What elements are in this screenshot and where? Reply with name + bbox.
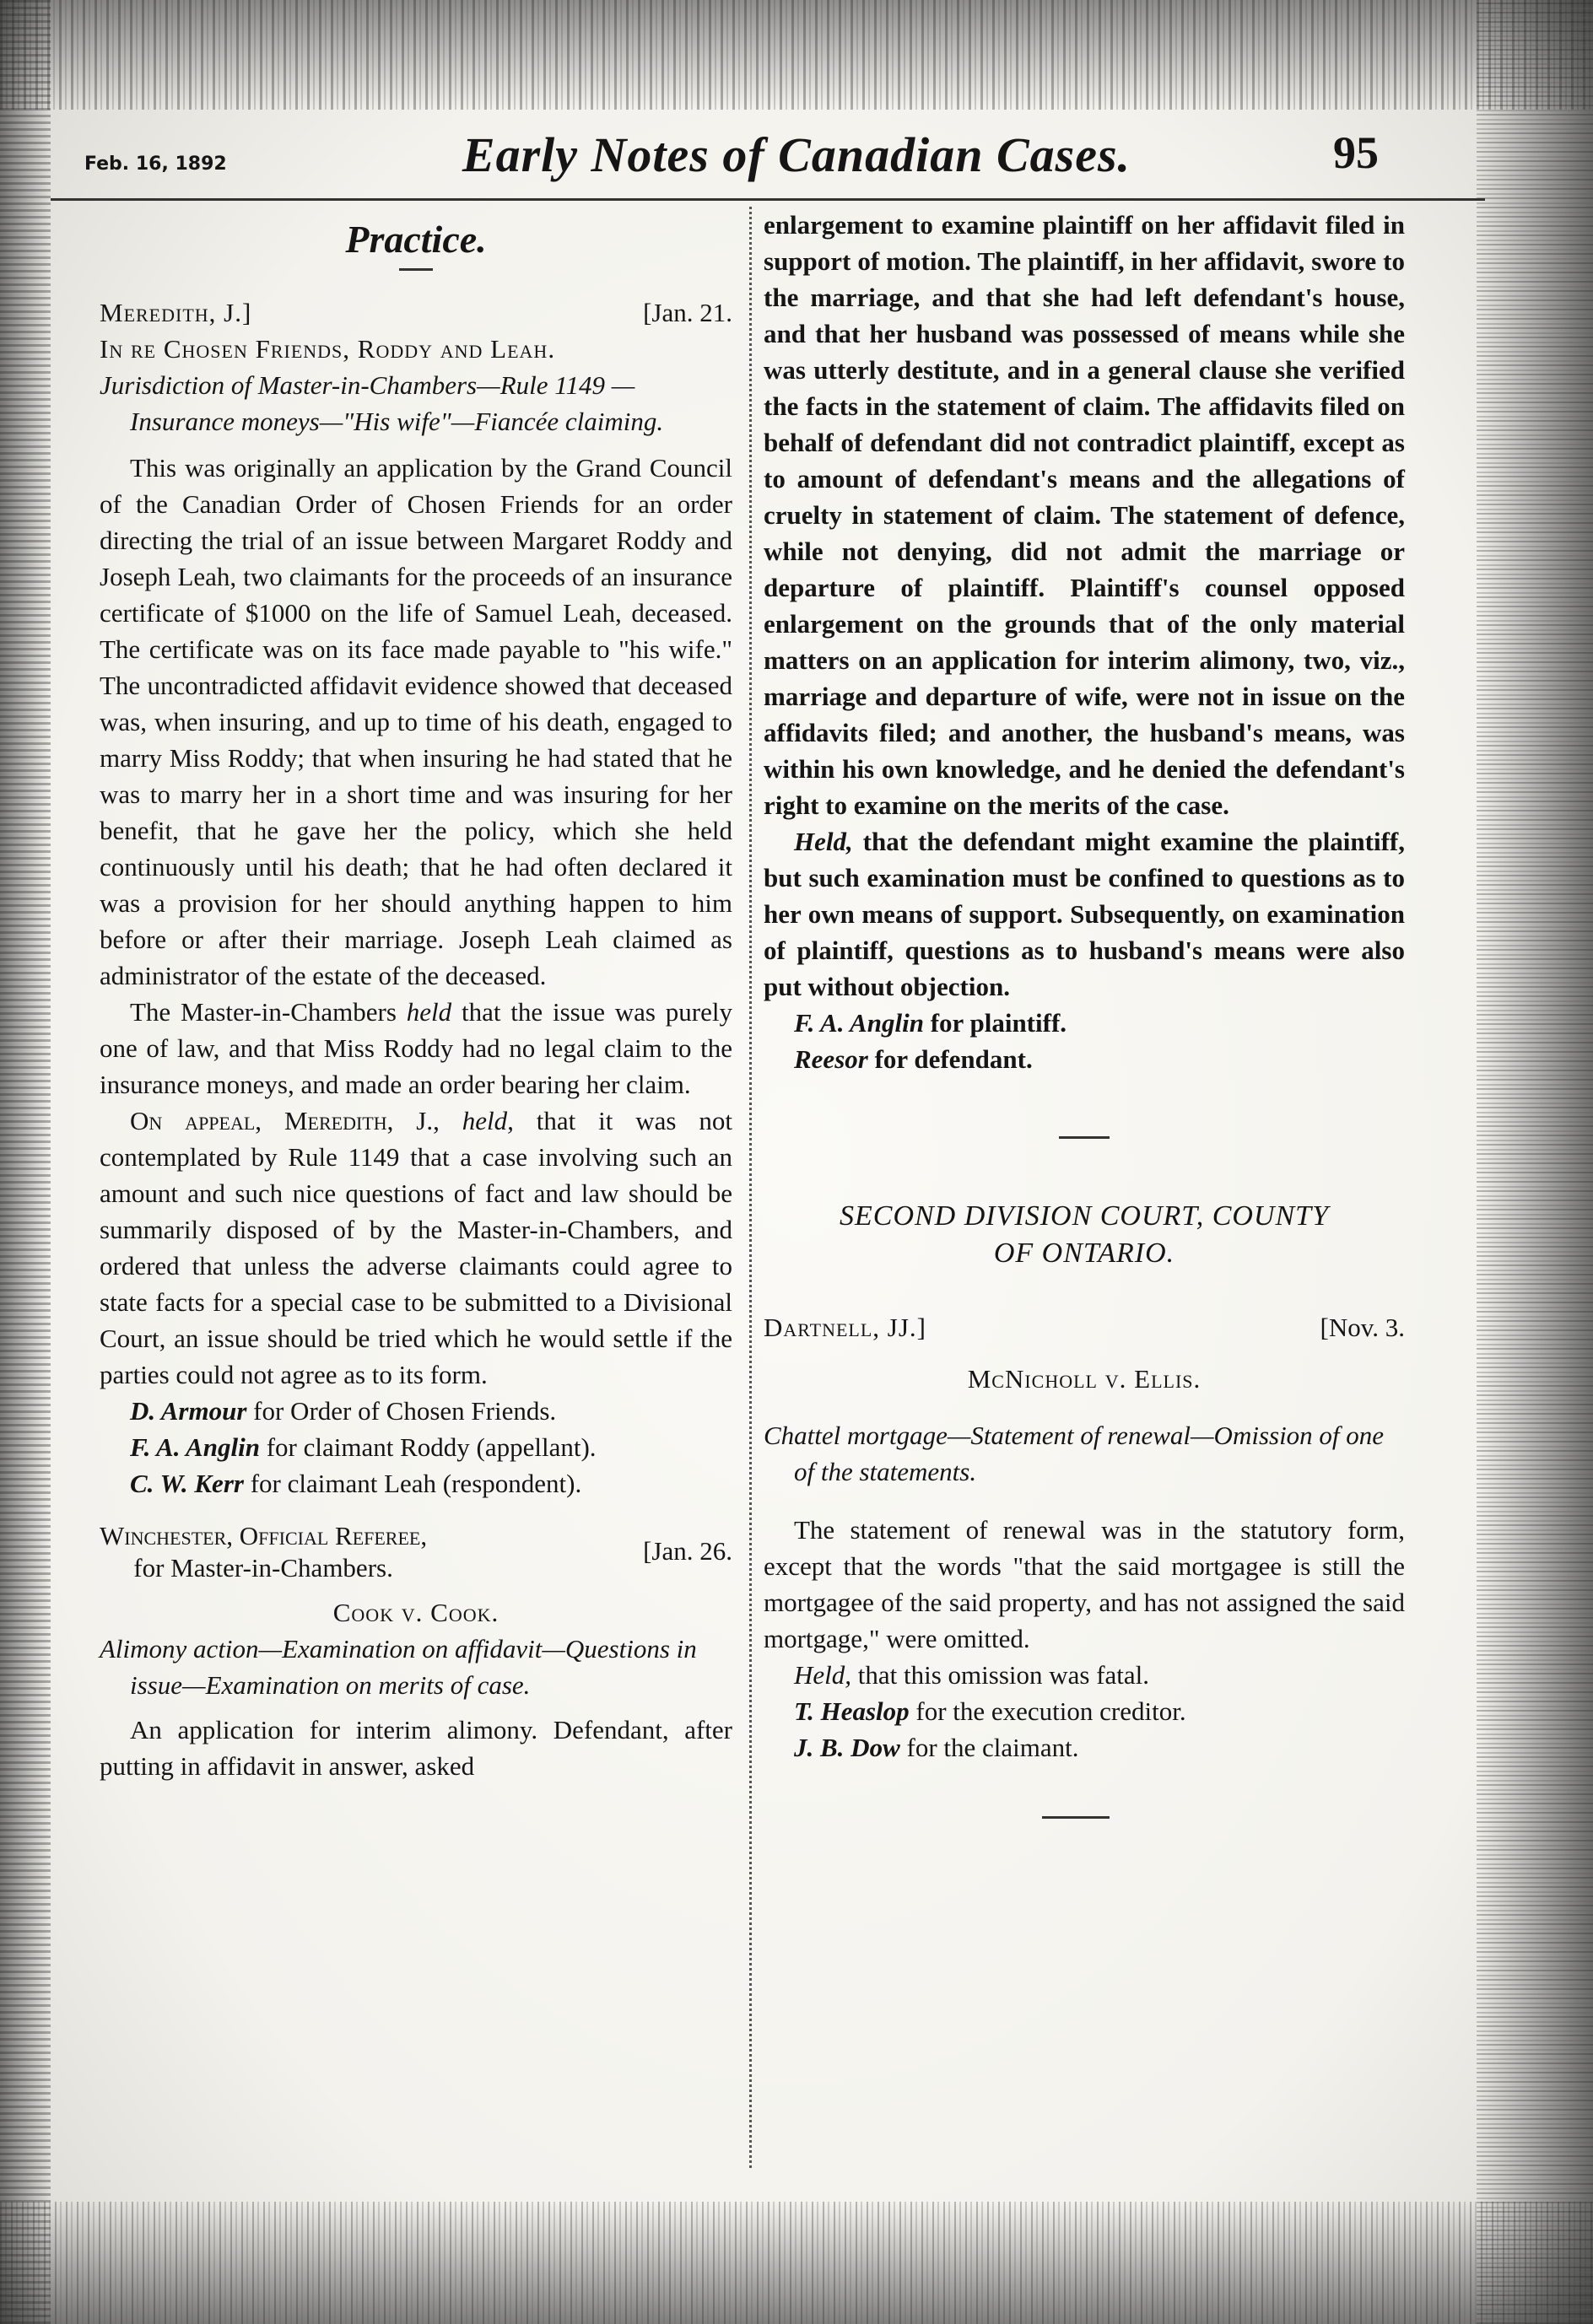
- case1-paragraph-1: This was originally an application by the Grand Council of the Canadian Order of Chosen Friends for an order directing the trial of an issue between Margaret Roddy and Joseph Leah, two claimants for the proceeds of an insurance certificate of $1000 on the life of Samuel Leah, deceased. The certificate was on its face made payable to "his wife." The uncontradicted affidavit evidence showed that deceased was, when insuring, and up to time of his death, engaged to marry Miss Roddy; that when insuring he had stated that he was to marry her in a short time and was insuring for her benefit, that he gave her the policy, which she held continuously until his death; that he had often declared it was a provision for her should anything happen to him before or after their marriage. Joseph Leah claimed as administrator of the estate of the deceased.: [100, 453, 732, 990]
- case3-paragraph-held: [764, 1657, 1405, 1693]
- case1-date: [Jan. 21.: [643, 298, 732, 327]
- case1-counsel-1: [100, 1393, 732, 1429]
- case1-p3-text-b: that it was not contemplated by Rule 1149 that a case involving such an amount and such nice questions of fact and law should be summarily disposed of by the Master-in-Chambers, and ordered that unless the adverse claimants could agree to state facts for a special case to be submitted to a Divisional Court, an issue should be tried which he would settle if the parties could not agree as to its form.: [100, 1106, 732, 1389]
- case3-counsel-2: [764, 1729, 1405, 1766]
- counsel-name: F. A. Anglin: [794, 1008, 924, 1038]
- case3-date: [Nov. 3.: [1320, 1313, 1405, 1342]
- case2-paragraph-held: [764, 823, 1405, 1005]
- separator-rule: [1059, 1136, 1110, 1139]
- referee-line-2: for Master-in-Chambers.: [133, 1553, 393, 1583]
- case2-counsel-1: [764, 1005, 1405, 1041]
- case3-counsel-1: [764, 1693, 1405, 1729]
- case1-name: In re Chosen Friends, Roddy and Leah.: [100, 334, 556, 364]
- case2-paragraph-cont: enlargement to examine plaintiff on her affidavit filed in support of motion. The plaintiff, in her affidavit, swore to the marriage, and that she had left defendant's house, and that her husband was possessed of means while she was utterly destitute, and in a general clause she verified the facts in the statement of claim. The affidavits filed on behalf of defendant did not contradict plaintiff, except as to amount of defendant's means and the allegations of cruelty in statement of claim. The statement of defence, while not denying, did not admit the marriage or departure of plaintiff. Plaintiff's counsel opposed enlargement on the grounds that of the only material matters on an application for interim alimony, two, viz., marriage and departure of wife, were not in issue on the affidavits filed; and another, the husband's means, was within his own knowledge, and he denied the defendant's right to examine on the merits of the case.: [764, 210, 1405, 820]
- case1-judge: Meredith, J.]: [100, 298, 252, 327]
- case2-held: Held,: [794, 827, 853, 856]
- court-heading-line-2: OF ONTARIO.: [993, 1237, 1175, 1269]
- scan-noise-top: [0, 0, 1593, 110]
- counsel-name: T. Heaslop: [794, 1696, 910, 1726]
- case2-continued: [764, 207, 1405, 1077]
- case1-paragraph-3: [100, 1103, 732, 1393]
- case1-p2-text-b: that the issue was purely one of law, and that Miss Roddy had no legal claim to the insurance moneys, and made an order bearing her claim.: [100, 997, 732, 1099]
- counsel-role: for claimant Leah (respondent).: [243, 1469, 582, 1498]
- case2-date: [Jan. 26.: [643, 1536, 732, 1566]
- counsel-role: for claimant Roddy (appellant).: [259, 1432, 597, 1462]
- case2-headnote: Alimony action—Examination on affidavit—Questions in issue—Examination on merits of case.: [100, 1634, 697, 1700]
- counsel-name: C. W. Kerr: [130, 1469, 244, 1498]
- case1-counsel-2: [100, 1429, 732, 1465]
- scan-noise-right: [1477, 0, 1593, 2324]
- right-column: [764, 207, 1405, 1819]
- case2-counsel-2: [764, 1041, 1405, 1077]
- counsel-role: for defendant.: [867, 1044, 1033, 1074]
- counsel-role: for the claimant.: [899, 1733, 1079, 1762]
- case2-referee-line: [100, 1520, 732, 1584]
- case3-headnote: Chattel mortgage—Statement of renewal—Omission of one of the statements.: [764, 1421, 1385, 1486]
- page-number: 95: [1333, 127, 1379, 178]
- case3-name: McNicholl v. Ellis.: [967, 1364, 1202, 1394]
- case1-headnote: Jurisdiction of Master-in-Chambers—Rule 1149 —Insurance moneys—"His wife"—Fiancée claiming.: [100, 370, 664, 436]
- section-title: Practice.: [345, 218, 487, 261]
- counsel-role: for plaintiff.: [923, 1008, 1067, 1038]
- end-rule: [1042, 1816, 1110, 1819]
- case1-p3-held: held,: [462, 1106, 514, 1135]
- case1-p2-held: held: [406, 997, 452, 1027]
- column-divider: [749, 207, 752, 2168]
- scan-noise-bottom: [0, 2202, 1593, 2324]
- case2-paragraph-1: An application for interim alimony. Defendant, after putting in affidavit in answer, asked: [100, 1715, 732, 1781]
- case3-judge: Dartnell, JJ.]: [764, 1313, 926, 1342]
- counsel-name: J. B. Dow: [794, 1733, 900, 1762]
- counsel-name: D. Armour: [130, 1396, 247, 1426]
- case2-referee: [100, 1520, 427, 1584]
- section-rule: [399, 268, 433, 271]
- counsel-role: for Order of Chosen Friends.: [246, 1396, 557, 1426]
- case2-name: Cook v. Cook.: [332, 1598, 500, 1627]
- case1-p3-text-a: On appeal, Meredith, J.,: [130, 1106, 462, 1135]
- case1-p2-text-a: The Master-in-Chambers: [130, 997, 407, 1027]
- scan-noise-left: [0, 0, 51, 2324]
- case3-held: Held,: [794, 1660, 852, 1690]
- left-column: [100, 207, 732, 1784]
- counsel-role: for the execution creditor.: [909, 1696, 1186, 1726]
- header-date: Feb. 16, 1892: [84, 154, 227, 175]
- court-heading-line-1: SECOND DIVISION COURT, COUNTY: [840, 1200, 1329, 1232]
- case2-held-text: that the defendant might examine the plaintiff, but such examination must be confined to questions as to her own means of support. Subsequently, on examination of plaintiff, questions as to husband's means were also put without objection.: [764, 827, 1405, 1001]
- counsel-name: Reesor: [794, 1044, 868, 1074]
- case3-held-text: that this omission was fatal.: [851, 1660, 1150, 1690]
- referee-line-1: Winchester, Official Referee,: [100, 1521, 428, 1550]
- case1-paragraph-2: [100, 994, 732, 1103]
- header-rule: [51, 198, 1485, 201]
- case1-judge-line: [100, 294, 732, 331]
- case3-judge-line: [764, 1309, 1405, 1345]
- running-title: Early Notes of Canadian Cases.: [462, 127, 1131, 182]
- case1-counsel-3: [100, 1465, 732, 1502]
- case3-paragraph-1: The statement of renewal was in the statutory form, except that the words "that the said mortgagee is still the mortgagee of the said property, and has not assigned the said mortgage," were omitted.: [764, 1515, 1405, 1653]
- counsel-name: F. A. Anglin: [130, 1432, 260, 1462]
